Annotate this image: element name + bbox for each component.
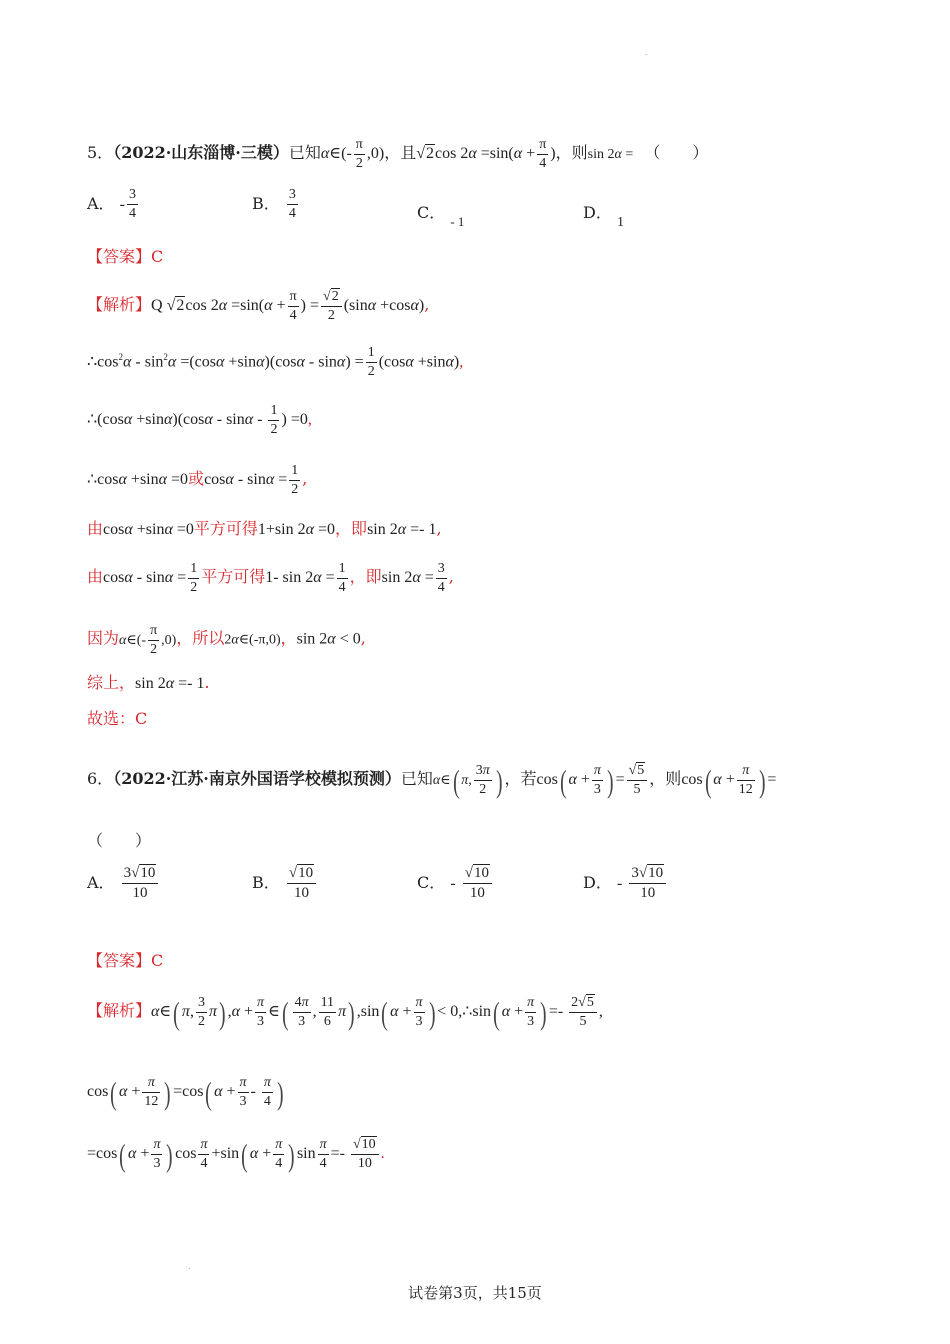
answer-value: C — [151, 951, 164, 970]
option-radicand: 10 — [474, 865, 489, 881]
option-numerator: 3 — [127, 188, 138, 205]
q5-option-c[interactable] — [417, 200, 465, 229]
q5-choose: 故选：C — [87, 709, 148, 728]
option-label: A． — [87, 873, 115, 892]
q6-paren: （ ） — [87, 831, 152, 850]
option-denominator: 10 — [469, 885, 485, 901]
q6-stem: 6．（2022·江苏·南京外国语学校模拟预测）已知α∈( π, $\frac{3\pi}{2}$ ) ，若cos( α + $\frac{\pi}{3}$ ) = $\frac{√5}{5}$ ，则cos( α + $\frac{\pi}{12}$ ) = — [87, 762, 777, 799]
q5-analysis-line-3: ∴(cosα +sinα)(cosα - sinα - $\frac{1}{2}$ ) =0, — [87, 403, 312, 437]
analysis-text: ，即 — [335, 519, 368, 538]
q5-analysis-line-6: 由cosα - sinα = $\frac{1}{2}$ 平方可得1- sin 2α = $\frac{1}{4}$ ，即sin 2α = $\frac{3}{4}$ , — [87, 561, 454, 595]
q5-paren: （ ） — [644, 143, 709, 163]
option-coefficient: 3 — [123, 865, 132, 881]
q5-number: 5． — [87, 143, 114, 163]
option-denominator: 10 — [293, 885, 309, 901]
q6-analysis-line-3: =cos( α + $\frac{\pi}{3}$ ) cos $\frac{\pi}{4}$ +sin( α + $\frac{\pi}{4}$ ) sin $\frac{\pi}{4}$ =- $\frac{√10}{10}$ . — [87, 1136, 385, 1173]
option-label: C． — [417, 203, 446, 222]
q5-stem: 5．（2022·山东淄博·三模）已知α∈(- $\frac{\pi}{2}$ ,0)，且√2cos 2α =sin(α + $\frac{\pi}{4}$ )，则sin 2α = （ ） — [87, 137, 709, 171]
q6-answer — [87, 950, 163, 972]
option-radicand: 10 — [648, 865, 664, 881]
option-label: C． — [417, 873, 446, 892]
option-coefficient: 3 — [631, 865, 639, 881]
analysis-text: 由 — [87, 567, 104, 587]
option-sign: - — [119, 196, 125, 213]
q5-option-d[interactable] — [583, 200, 624, 230]
decorative-dot: . — [188, 1262, 191, 1271]
analysis-text: 平方可得 — [193, 519, 258, 538]
option-numerator: 3 — [287, 188, 298, 205]
q5-source: （2022·山东淄博·三模） — [113, 143, 289, 163]
q6-option-b[interactable]: B． $\frac{√10}{10}$ — [252, 866, 318, 901]
analysis-text: 由 — [87, 519, 104, 538]
analysis-text: ，所以 — [176, 628, 225, 648]
option-denominator: 4 — [128, 206, 136, 221]
q6-source: （2022·江苏·南京外国语学校模拟预测） — [113, 769, 401, 789]
option-radicand: 10 — [298, 865, 314, 881]
option-label: B． — [252, 873, 280, 892]
q6-analysis-line-2: cos( α + $\frac{\pi}{12}$ ) =cos( α + $\frac{\pi}{3}$ - $\frac{\pi}{4}$ ) — [87, 1074, 284, 1111]
q5-stem-then: ，则 — [555, 143, 588, 163]
option-sign: - — [450, 875, 456, 892]
option-radicand: 10 — [140, 865, 156, 881]
q5-answer — [87, 246, 163, 268]
option-denominator: 10 — [640, 885, 656, 901]
answer-value: C — [151, 247, 164, 266]
option-value: 1 — [616, 215, 624, 230]
option-value: - 1 — [450, 214, 465, 229]
option-denominator: 10 — [132, 885, 148, 901]
q6-option-a[interactable]: A． $\frac{3√10}{10}$ — [87, 866, 160, 901]
answer-label: 【答案】 — [87, 951, 152, 970]
q5-stem-and: ，且 — [384, 143, 417, 163]
q6-option-c[interactable]: C． - $\frac{√10}{10}$ — [417, 866, 494, 901]
option-denominator: 4 — [288, 206, 296, 221]
q5-option-b[interactable] — [252, 188, 300, 221]
analysis-text: ，即 — [349, 567, 382, 587]
q6-option-d[interactable]: D． - $\frac{3√10}{10}$ — [583, 866, 668, 901]
q5-analysis-line-7: 因为α∈(- $\frac{\pi}{2}$ ,0)，所以2α∈(-π,0)，sin 2α < 0, — [87, 623, 366, 657]
q5-analysis-line-5: 由cosα +sinα =0平方可得1+sin 2α =0，即sin 2α =- 1, — [87, 519, 442, 538]
q6-analysis-line-1: 【解析】α∈( π, $\frac{3}{2}$ π) ,α + $\frac{\pi}{3}$ ∈( $\frac{4\pi}{3}$ , $\frac{11}{6}$ π) ,sin( α + $\frac{\pi}{3}$ ) < 0,∴sin( α + $\frac{\pi}{3}$ ) =- $\frac{2√5}{5}$ , — [87, 994, 603, 1031]
option-label: D． — [583, 203, 612, 222]
option-label: B． — [252, 194, 280, 213]
option-label: A． — [87, 194, 115, 213]
decorative-dot: . — [645, 48, 648, 57]
q6-number: 6． — [87, 769, 114, 789]
analysis-label: 【解析】 — [87, 295, 152, 315]
analysis-text: 因为 — [87, 628, 120, 648]
q5-analysis-line-4: ∴cosα +sinα =0或cosα - sinα = $\frac{1}{2}$ , — [87, 463, 308, 497]
q5-option-a[interactable] — [87, 188, 140, 221]
q5-analysis-line-1: 【解析】Q √2cos 2α =sin(α + $\frac{\pi}{4}$ ) = $\frac{√2}{2}$ (sinα +cosα), — [87, 289, 430, 323]
answer-label: 【答案】 — [87, 247, 152, 266]
q6-stem-if: ，若 — [504, 769, 537, 789]
q5-analysis-line-8: 综上，sin 2α =- 1. — [87, 673, 210, 692]
option-sign: - — [616, 875, 623, 892]
or-text: 或 — [188, 469, 205, 489]
q5-stem-prefix: 已知 — [288, 143, 321, 163]
q5-analysis-line-2: $\therefore\cos^2\alpha - \sin^2\alpha =(\cos\alpha +\sin\alpha)(\cos\alpha - \sin\alpha)$ = $\frac{1}{2}$ (cosα +sinα), — [87, 345, 464, 380]
q6-stem-then: ，则 — [649, 769, 682, 789]
option-label: D． — [583, 873, 612, 892]
page-footer: 试卷第3页，共15页 — [408, 1284, 542, 1302]
q6-stem-prefix: 已知 — [400, 769, 433, 789]
analysis-text: 平方可得 — [201, 567, 266, 587]
analysis-text: 综上， — [87, 673, 136, 692]
analysis-label: 【解析】 — [87, 1001, 152, 1021]
